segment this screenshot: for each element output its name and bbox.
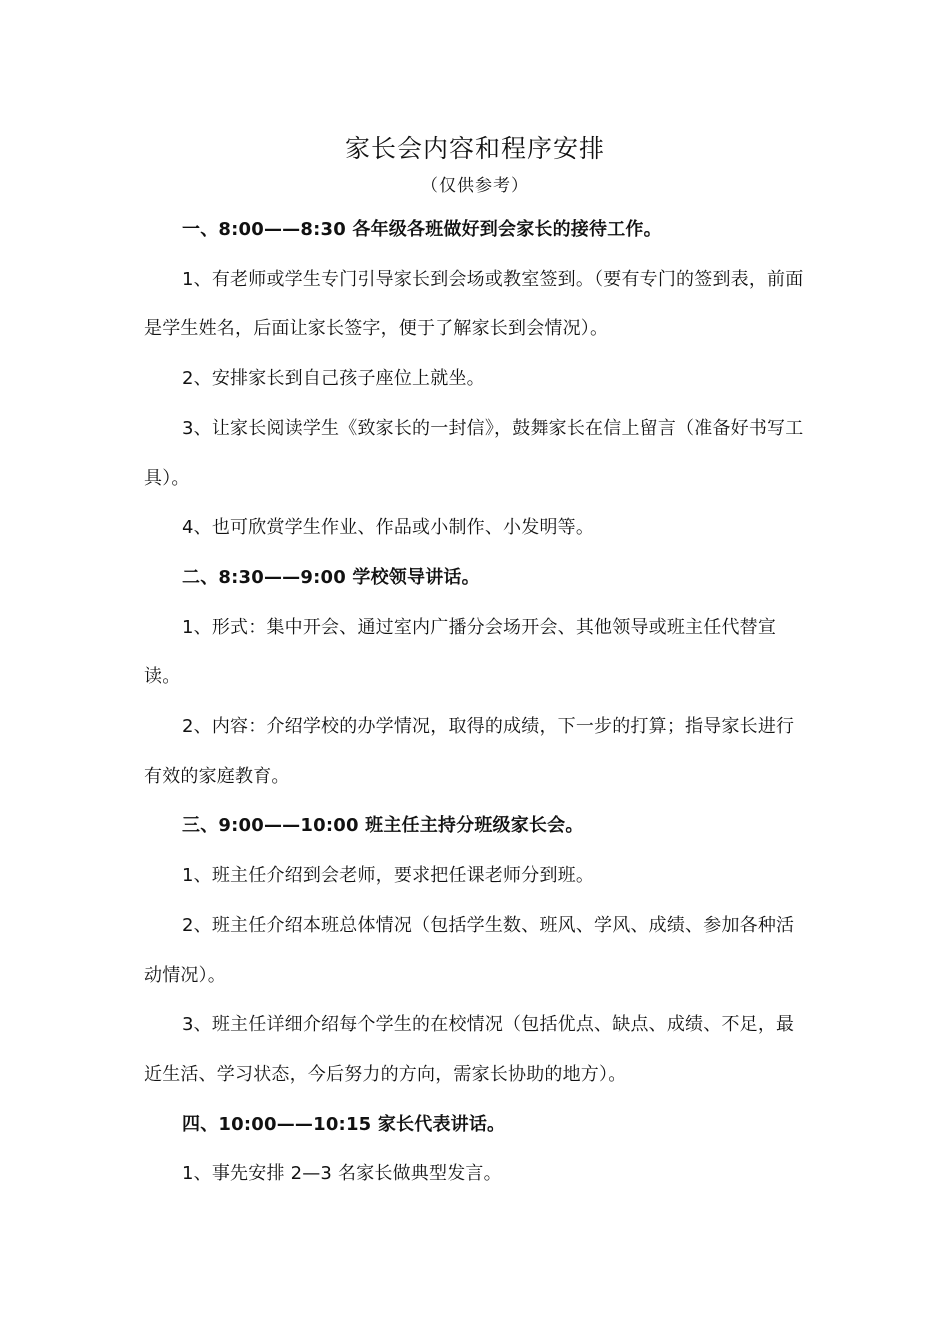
- paragraph: 1、班主任介绍到会老师，要求把任课老师分到班。: [182, 865, 595, 887]
- document-title: 家长会内容和程序安排: [344, 134, 605, 163]
- paragraph: 1、形式：集中开会、通过室内广播分会场开会、其他领导或班主任代替宣读。: [144, 616, 777, 688]
- paragraph: 2、内容：介绍学校的办学情况，取得的成绩，下一步的打算；指导家长进行有效的家庭教育。: [144, 716, 795, 787]
- paragraph: 4、也可欣赏学生作业、作品或小制作、小发明等。: [182, 517, 595, 539]
- section-heading-3: 三、9:00——10:00 班主任主持分班级家长会。: [182, 815, 584, 837]
- section-heading-4: 四、10:00——10:15 家长代表讲话。: [182, 1113, 506, 1135]
- paragraph: 1、有老师或学生专门引导家长到会场或教室签到。（要有专门的签到表，前面是学生姓名，后面让家长签字，便于了解家长到会情况）。: [144, 268, 804, 340]
- paragraph: 3、让家长阅读学生《致家长的一封信》，鼓舞家长在信上留言（准备好书写工具）。: [144, 417, 804, 489]
- paragraph: 1、事先安排 2—3 名家长做典型发言。: [182, 1163, 502, 1185]
- paragraph: 2、安排家长到自己孩子座位上就坐。: [182, 368, 485, 390]
- document-body: [144, 205, 810, 1199]
- paragraph: 2、班主任介绍本班总体情况（包括学生数、班风、学风、成绩、参加各种活动情况）。: [144, 914, 795, 986]
- paragraph: 3、班主任详细介绍每个学生的在校情况（包括优点、缺点、成绩、不足，最近生活、学习状态，今后努力的方向，需家长协助的地方）。: [144, 1014, 795, 1085]
- section-heading-2: 二、8:30——9:00 学校领导讲话。: [182, 566, 480, 588]
- document-subtitle: （仅供参考）: [421, 176, 529, 196]
- section-heading-1: 一、8:00——8:30 各年级各班做好到会家长的接待工作。: [182, 219, 662, 240]
